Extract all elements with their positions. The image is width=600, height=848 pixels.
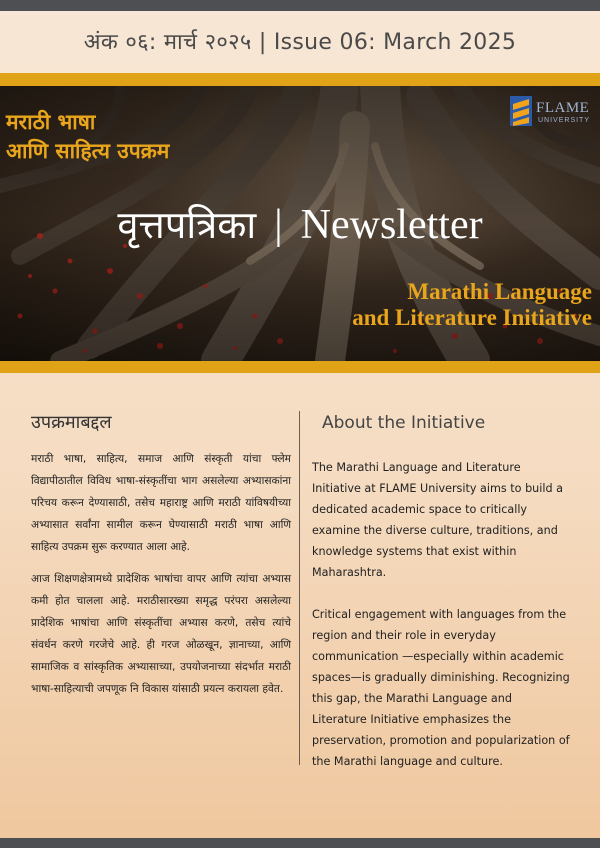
gold-band-bottom xyxy=(0,361,600,373)
about-marathi-paragraph-2: आज शिक्षणक्षेत्रामध्ये प्रादेशिक भाषांचा वापर आणि त्यांचा अभ्यास कमी होत चालला आहे. मराठीसारख्या समृद्ध परंपरा असलेल्या प्रादेशिक भाषांचा आणि संस्कृतींचा अभ्यास करणे, तसेच त्यांचे संवर्धन करणे गरजेचे आहे. ही गरज ओळखून, ज्ञानाच्या, आणि सामाजिक व सांस्कृतिक अभ्यासाच्या, उपयोजनाच्या संदर्भात मराठी भाषा-साहित्याची जपणूक नि विकास यांसाठी प्रयत्न करायला हवेत. xyxy=(31,573,291,695)
english-title-line-2: and Literature Initiative xyxy=(352,305,592,330)
logo-subtitle: UNIVERSITY xyxy=(538,117,591,124)
column-divider xyxy=(299,411,300,765)
newsletter-title-marathi: वृत्तपत्रिका xyxy=(117,203,257,247)
about-english-paragraph-2: Critical engagement with languages from the region and their role in everyday communication —especially within academic spaces—is gradually diminishing. Recognizing this gap, the Marathi Language and Literature Initiative emphasizes the preservation, promotion and popularization of the Marathi language and culture. xyxy=(312,608,570,768)
issue-line: अंक ०६: मार्च २०२५ | Issue 06: March 2025 xyxy=(83,30,517,55)
bottom-bar xyxy=(0,838,600,848)
about-marathi-column xyxy=(31,410,291,710)
english-title-line-1: Marathi Language xyxy=(407,279,592,304)
marathi-title-line-1: मराठी भाषा xyxy=(6,110,96,134)
about-english-column xyxy=(312,410,570,793)
marathi-title-line-2: आणि साहित्य उपक्रम xyxy=(6,139,170,163)
gold-band-top xyxy=(0,73,600,86)
about-english-heading: About the Initiative xyxy=(322,413,486,433)
banner-image xyxy=(0,86,600,361)
about-english-paragraph-1: The Marathi Language and Literature Initiative at FLAME University aims to build a dedicated academic space to critically examine the diverse culture, traditions, and knowledge systems that exist within Maharashtra. xyxy=(312,461,564,579)
about-marathi-paragraph-1: मराठी भाषा, साहित्य, समाज आणि संस्कृती यांचा फ्लेम विद्यापीठातील विविध भाषा-संस्कृतींचा भाग असलेल्या अभ्यासकांना परिचय करून देण्यासाठी, तसेच महाराष्ट्र आणि मराठी यांविषयीच्या अभ्यासात सर्वांना सामील करून घेण्यासाठी मराठी भाषा आणि साहित्य उपक्रम सुरू करण्यात आला आहे. xyxy=(31,453,291,553)
top-bar xyxy=(0,0,600,11)
newsletter-title-separator: | xyxy=(274,202,283,248)
flame-logo-icon xyxy=(510,96,532,126)
about-marathi-heading: उपक्रमाबद्दल xyxy=(31,412,112,433)
newsletter-title xyxy=(0,198,600,250)
newsletter-title-english: Newsletter xyxy=(300,202,483,248)
logo-name: FLAME xyxy=(536,100,590,116)
english-initiative-title xyxy=(352,279,592,331)
flame-university-logo xyxy=(510,96,598,132)
marathi-initiative-title xyxy=(6,108,169,166)
